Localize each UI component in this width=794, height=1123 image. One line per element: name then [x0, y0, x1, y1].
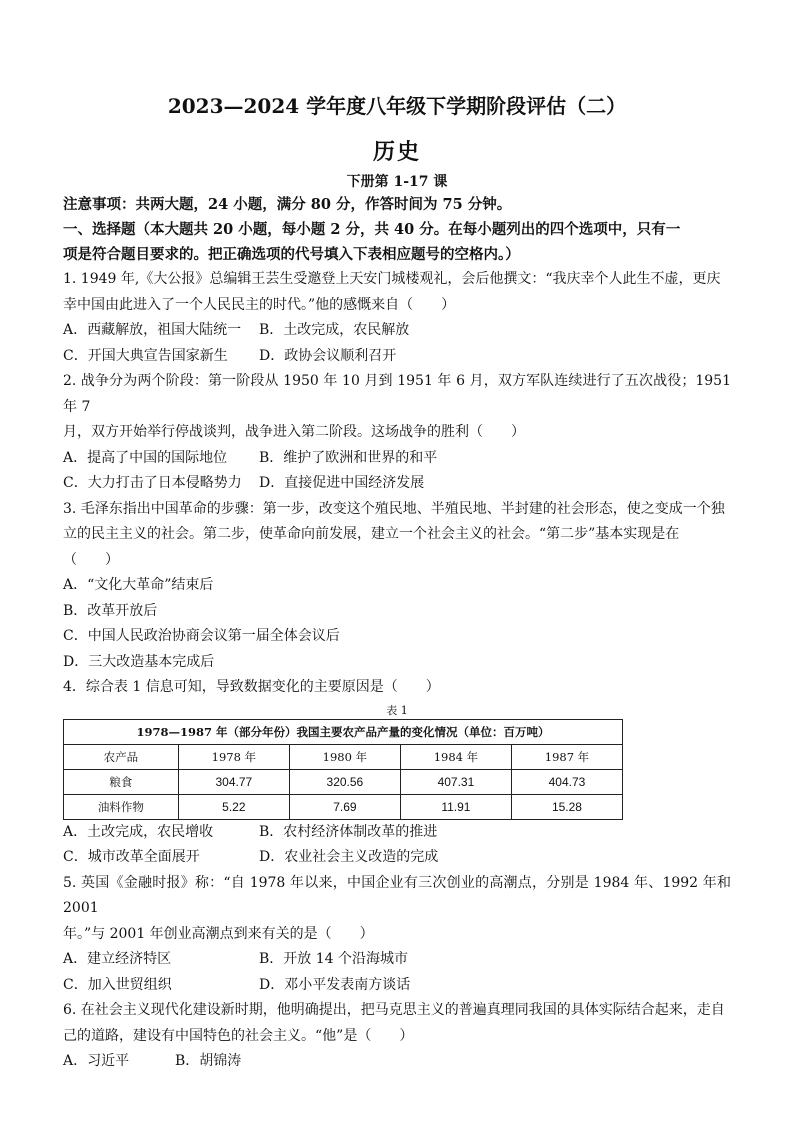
table-cell: 粮食 — [64, 769, 179, 794]
question-2-options-row-2 — [63, 471, 731, 497]
question-5-options-row-1 — [63, 947, 731, 973]
exam-title: 2023—2024 学年度八年级下学期阶段评估（二） — [167, 94, 627, 118]
table-cell: 404.73 — [511, 769, 622, 794]
option-c[interactable]: C．加入世贸组织 — [63, 976, 172, 993]
subject-title: 历史 — [372, 139, 421, 165]
table-header-row — [64, 744, 623, 769]
option-a[interactable]: A．提高了中国的国际地位 — [63, 449, 228, 466]
section-1-instructions-line-2: 项是符合题目要求的。把正确选项的代号填入下表相应题号的空格内。） — [63, 246, 520, 263]
data-table — [63, 719, 623, 820]
option-a[interactable]: A．建立经济特区 — [63, 951, 172, 967]
question-5-line-1: 5. 英国《金融时报》称：“自 1978 年以来，中国企业有三次创业的高潮点，分别是 1984 年、1992 年和 2001 — [63, 874, 731, 916]
option-c[interactable]: C．大力打击了日本侵略势力 — [63, 475, 242, 491]
question-5-options-row-2 — [63, 973, 731, 999]
question-3-line-2: 立的民主主义的社会。第二步，使革命向前发展，建立一个社会主义的社会。“第二步”基本实现是在 — [63, 526, 680, 542]
table-cell: 304.77 — [178, 769, 289, 794]
question-5-stem — [63, 871, 731, 948]
question-4-stem: 4．综合表 1 信息可知，导致数据变化的主要原因是（ ） — [63, 679, 440, 695]
table-header-cell: 1980 年 — [289, 744, 400, 769]
question-6-line-2: 己的道路，建设有中国特色的社会主义。“他”是（ ） — [63, 1027, 414, 1044]
question-2-line-1: 2. 战争分为两个阶段：第一阶段从 1950 年 10 月到 1951 年 6 月，双方军队连续进行了五次战役；1951 年 7 — [63, 373, 731, 415]
table-cell: 320.56 — [289, 769, 400, 794]
exam-page — [63, 92, 731, 1075]
question-1-line-1: 1. 1949 年,《大公报》总编辑王芸生受邀登上天安门城楼观礼，会后他撰文：“我庆幸个人此生不虚，更庆 — [63, 271, 721, 287]
table-caption: 1978—1987 年（部分年份）我国主要农产品产量的变化情况（单位：百万吨） — [64, 719, 623, 744]
question-2-stem — [63, 369, 731, 446]
scope-line: 下册第 1-17 课 — [346, 174, 448, 190]
option-c[interactable]: C．开国大典宣告国家新生 — [63, 347, 228, 364]
question-3-stem — [63, 497, 731, 574]
table-cell: 11.91 — [400, 794, 511, 819]
table-row — [64, 794, 623, 819]
question-6-line-1: 6. 在社会主义现代化建设新时期，他明确提出，把马克思主义的普遍真理同我国的具体实际结合起来，走自 — [63, 1002, 725, 1018]
option-b[interactable]: B．胡锦涛 — [175, 1053, 242, 1069]
table-label: 表 1 — [386, 703, 408, 717]
question-3-line-1: 3. 毛泽东指出中国革命的步骤：第一步，改变这个殖民地、半殖民地、半封建的社会形态，使之变成一个独 — [63, 500, 725, 517]
question-4-options-row-1 — [63, 820, 731, 846]
table-header-cell: 农产品 — [64, 744, 179, 769]
option-b[interactable]: B．土改完成，农民解放 — [259, 322, 410, 338]
question-2-line-2: 月，双方开始举行停战谈判，战争进入第二阶段。这场战争的胜利（ ） — [63, 424, 525, 440]
table-caption-row — [64, 719, 623, 744]
option-d[interactable]: D．政协会议顺利召开 — [259, 347, 397, 364]
question-6-options-row-1 — [63, 1049, 731, 1075]
option-b[interactable]: B．农村经济体制改革的推进 — [259, 823, 438, 840]
question-1-line-2: 幸中国由此进入了一个人民民主的时代。”他的感慨来自（ ） — [63, 296, 456, 313]
question-1-stem — [63, 267, 731, 318]
option-a[interactable]: A．习近平 — [63, 1053, 130, 1069]
question-1-options-row-1 — [63, 318, 731, 344]
option-c[interactable]: C．中国人民政治协商会议第一届全体会议后 — [63, 628, 340, 644]
table-cell: 407.31 — [400, 769, 511, 794]
question-5-line-2: 年。”与 2001 年创业高潮点到来有关的是（ ） — [63, 925, 374, 942]
table-cell: 7.69 — [289, 794, 400, 819]
section-1-instructions-line-1: 一、选择题（本大题共 20 小题，每小题 2 分，共 40 分。在每小题列出的四个选项中，只有一 — [63, 221, 681, 238]
option-a[interactable]: A．西藏解放，祖国大陆统一 — [63, 322, 242, 338]
table-header-cell: 1984 年 — [400, 744, 511, 769]
notice: 注意事项：共两大题，24 小题，满分 80 分，作答时间为 75 分钟。 — [63, 196, 512, 213]
option-b[interactable]: B．改革开放后 — [63, 602, 158, 619]
option-b[interactable]: B．开放 14 个沿海城市 — [259, 951, 409, 967]
table-cell: 15.28 — [511, 794, 622, 819]
option-d[interactable]: D．农业社会主义改造的完成 — [259, 849, 439, 865]
question-2-options-row-1 — [63, 446, 731, 472]
option-d[interactable]: D．三大改造基本完成后 — [63, 653, 215, 670]
option-a[interactable]: A．“文化大革命”结束后 — [63, 577, 214, 593]
table-header-cell: 1987 年 — [511, 744, 622, 769]
question-6-stem — [63, 998, 731, 1049]
option-c[interactable]: C．城市改革全面展开 — [63, 849, 200, 865]
table-row — [64, 769, 623, 794]
question-4-options-row-2 — [63, 845, 731, 871]
table-cell: 5.22 — [178, 794, 289, 819]
question-1-options-row-2 — [63, 344, 731, 370]
question-3-line-3: （ ） — [63, 551, 119, 568]
option-d[interactable]: D．邓小平发表南方谈话 — [259, 976, 411, 993]
option-b[interactable]: B．维护了欧洲和世界的和平 — [259, 449, 438, 466]
table-header-cell: 1978 年 — [178, 744, 289, 769]
table-cell: 油料作物 — [64, 794, 179, 819]
option-d[interactable]: D．直接促进中国经济发展 — [259, 475, 425, 491]
option-a[interactable]: A．土改完成，农民增收 — [63, 823, 214, 840]
